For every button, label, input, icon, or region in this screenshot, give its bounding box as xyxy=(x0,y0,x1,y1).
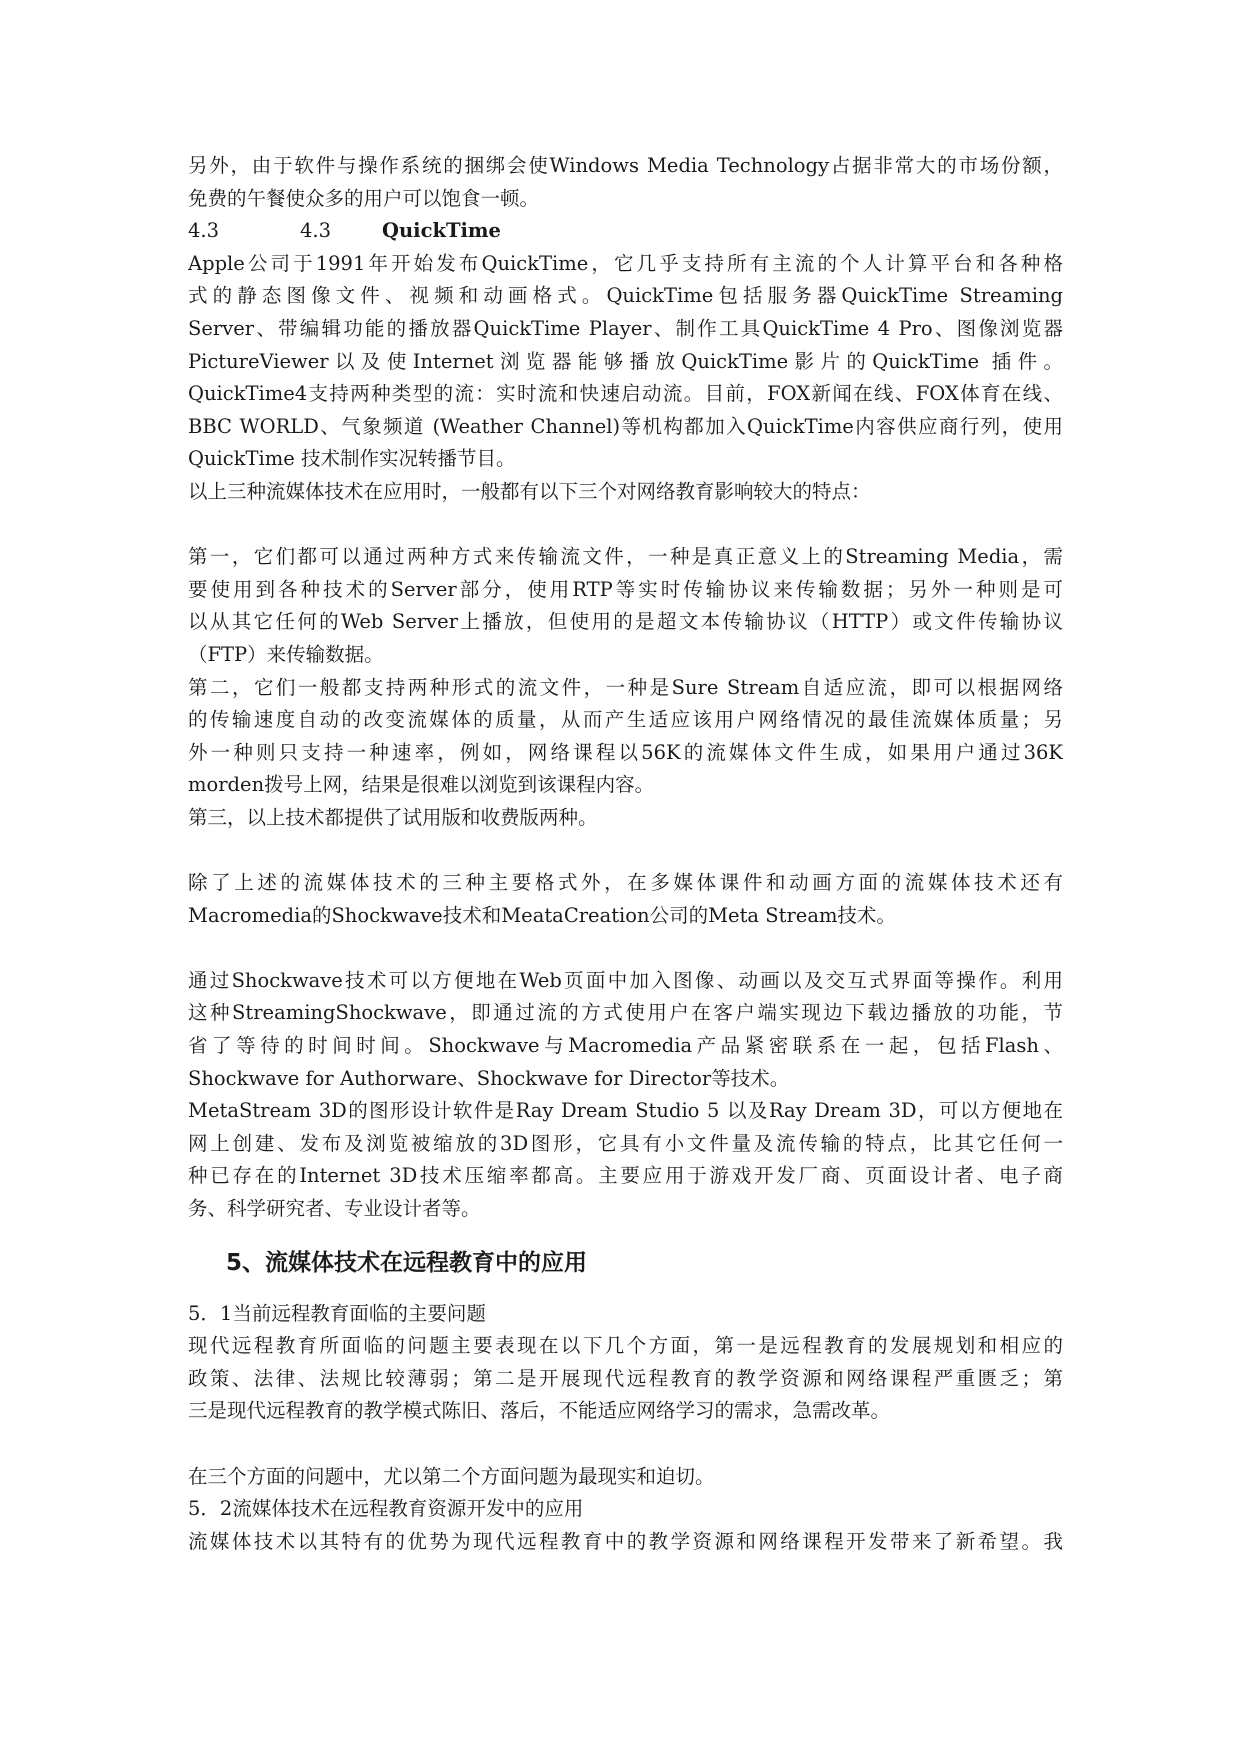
text-line: 免费的午餐使众多的用户可以饱食一顿。 xyxy=(188,186,540,210)
text-line: 以从其它任何的Web Server上播放，但使用的是超文本传输协议（HTTP）或文件传输协议 xyxy=(188,610,1063,634)
blank-line xyxy=(188,1428,1063,1461)
text-line: 第二，它们一般都支持两种形式的流文件，一种是Sure Stream自适应流，即可以根据网络 xyxy=(188,675,1063,699)
text-line: MetaStream 3D的图形设计软件是Ray Dream Studio 5 以及Ray Dream 3D，可以方便地在 xyxy=(188,1099,1063,1123)
text-line: Macromedia的Shockwave技术和MeataCreation公司的Meta Stream技术。 xyxy=(188,903,896,927)
text-line: 网上创建、发布及浏览被缩放的3D图形，它具有小文件量及流传输的特点，比其它任何一 xyxy=(188,1131,1063,1155)
para-first xyxy=(188,541,1063,671)
text-line: 的传输速度自动的改变流媒体的质量，从而产生适应该用户网络情况的最佳流媒体质量；另 xyxy=(188,708,1063,732)
blank-line xyxy=(188,509,1063,542)
text-line: 除了上述的流媒体技术的三种主要格式外，在多媒体课件和动画方面的流媒体技术还有 xyxy=(188,871,1063,895)
text-line: 务、科学研究者、专业设计者等。 xyxy=(188,1197,481,1220)
text-line: BBC WORLD、气象频道 (Weather Channel)等机构都加入QuickTime内容供应商行列，使用 xyxy=(188,414,1063,438)
text-line: 通过Shockwave技术可以方便地在Web页面中加入图像、动画以及交互式界面等操作。利用 xyxy=(188,968,1063,992)
subhead-title: QuickTime xyxy=(382,219,501,243)
text-line: QuickTime 技术制作实况转播节目。 xyxy=(188,447,516,471)
section-title-5: 5、流媒体技术在远程教育中的应用 xyxy=(226,1249,588,1276)
para-5-1-heading xyxy=(188,1298,1063,1331)
para-metastream xyxy=(188,1095,1063,1225)
text-line: 在三个方面的问题中，尤以第二个方面问题为最现实和迫切。 xyxy=(188,1464,715,1488)
subhead-quicktime xyxy=(188,215,1063,248)
text-line: 要使用到各种技术的Server部分，使用RTP等实时传输协议来传输数据；另外一种则是可 xyxy=(188,577,1063,601)
text-line: Apple公司于1991年开始发布QuickTime，它几乎支持所有主流的个人计算平台和各种格 xyxy=(188,251,1063,275)
para-third xyxy=(188,802,1063,835)
text-line: Server、带编辑功能的播放器QuickTime Player、制作工具QuickTime 4 Pro、图像浏览器 xyxy=(188,316,1063,340)
para-5-1-conclusion xyxy=(188,1461,1063,1494)
para-three-features xyxy=(188,476,1063,509)
para-quicktime xyxy=(188,248,1063,476)
text-line: 三是现代远程教育的教学模式陈旧、落后，不能适应网络学习的需求，急需改革。 xyxy=(188,1399,891,1423)
text-line: PictureViewer以及使Internet浏览器能够播放QuickTime影片的QuickTime 插件。 xyxy=(188,349,1063,373)
blank-line xyxy=(188,932,1063,965)
text-line: 另外，由于软件与操作系统的捆绑会使Windows Media Technology占据非常大的市场份额， xyxy=(188,154,1063,177)
text-line: 第三，以上技术都提供了试用版和收费版两种。 xyxy=(188,805,598,829)
text-line: 流媒体技术以其特有的优势为现代远程教育中的教学资源和网络课程开发带来了新希望。我 xyxy=(188,1529,1063,1553)
para-5-2 xyxy=(188,1526,1063,1559)
para-5-2-heading xyxy=(188,1493,1063,1526)
document-body xyxy=(188,150,1063,1558)
para-5-1 xyxy=(188,1330,1063,1428)
para-other-tech xyxy=(188,867,1063,932)
subhead-number: 4.3 xyxy=(188,219,220,243)
text-line: 式的静态图像文件、视频和动画格式。QuickTime包括服务器QuickTime Streaming xyxy=(188,284,1063,308)
text-line: QuickTime4支持两种类型的流：实时流和快速启动流。目前，FOX新闻在线、FOX体育在线、 xyxy=(188,382,1063,406)
text-line: 省了等待的时间时间。Shockwave与Macromedia产品紧密联系在一起，包括Flash、 xyxy=(188,1034,1063,1058)
text-line: 种已存在的Internet 3D技术压缩率都高。主要应用于游戏开发厂商、页面设计者、电子商 xyxy=(188,1164,1063,1188)
text-line: 5．1当前远程教育面临的主要问题 xyxy=(188,1301,486,1325)
text-line: 这种StreamingShockwave，即通过流的方式使用户在客户端实现边下载边播放的功能，节 xyxy=(188,1001,1063,1025)
text-line: 以上三种流媒体技术在应用时，一般都有以下三个对网络教育影响较大的特点： xyxy=(188,479,871,503)
text-line: 政策、法律、法规比较薄弱；第二是开展现代远程教育的教学资源和网络课程严重匮乏；第 xyxy=(188,1366,1063,1390)
subhead-number-secondary: 4.3 xyxy=(300,219,332,243)
blank-line xyxy=(188,834,1063,867)
para-second xyxy=(188,672,1063,802)
text-line: 5．2流媒体技术在远程教育资源开发中的应用 xyxy=(188,1497,584,1521)
text-line: 外一种则只支持一种速率，例如，网络课程以56K的流媒体文件生成，如果用户通过36K xyxy=(188,740,1063,764)
para-shockwave xyxy=(188,965,1063,1095)
text-line: Shockwave for Authorware、Shockwave for Director等技术。 xyxy=(188,1066,790,1090)
para-windows-media xyxy=(188,150,1063,215)
text-line: 现代远程教育所面临的问题主要表现在以下几个方面，第一是远程教育的发展规划和相应的 xyxy=(188,1334,1063,1358)
text-line: morden拨号上网，结果是很难以浏览到该课程内容。 xyxy=(188,773,655,797)
text-line: 第一，它们都可以通过两种方式来传输流文件，一种是真正意义上的Streaming Media，需 xyxy=(188,545,1063,569)
text-line: （FTP）来传输数据。 xyxy=(188,642,384,666)
